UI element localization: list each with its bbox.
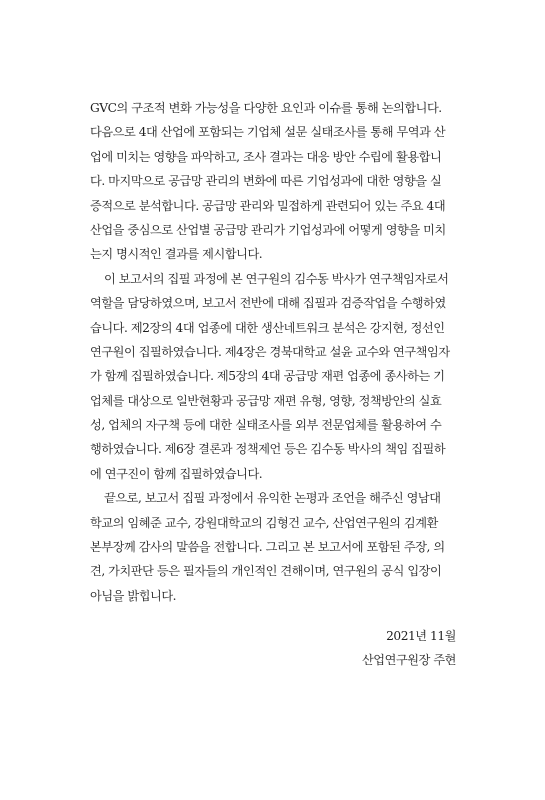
paragraph-line: 산업을 중심으로 산업별 공급망 관리가 기업성과에 어떻게 영향을 미치 [90, 222, 446, 237]
paragraph-line: 는지 명시적인 결과를 제시합니다. [90, 247, 263, 262]
paragraph-line: 역할을 담당하였으며, 보고서 전반에 대해 집필과 검증작업을 수행하였 [90, 296, 446, 311]
paragraph-line: 다음으로 4대 산업에 포함되는 기업체 설문 실태조사를 통해 무역과 산 [90, 125, 446, 140]
paragraph-line: 연구원이 집필하였습니다. 제4장은 경북대학교 설윤 교수와 연구책임자 [90, 344, 450, 359]
paragraph-line: 에 연구진이 함께 집필하였습니다. [90, 466, 263, 481]
paragraph-line: 견, 가치판단 등은 필자들의 개인적인 견해이며, 연구원의 공식 입장이 [90, 564, 442, 579]
paragraph-3 [90, 486, 462, 608]
paragraph-line: 업에 미치는 영향을 파악하고, 조사 결과는 대응 방안 수립에 활용합니 [90, 149, 442, 164]
paragraph-2 [90, 267, 462, 487]
paragraph-line: 끝으로, 보고서 집필 과정에서 유익한 논평과 조언을 해주신 영남대 [104, 491, 441, 506]
paragraph-line: 증적으로 분석합니다. 공급망 관리와 밀접하게 관련되어 있는 주요 4대 [90, 198, 446, 213]
signature-block [362, 624, 456, 672]
paragraph-line: 행하였습니다. 제6장 결론과 정책제언 등은 김수동 박사의 책임 집필하 [90, 442, 446, 457]
paragraph-line: 이 보고서의 집필 과정에 본 연구원의 김수동 박사가 연구책임자로서 [104, 271, 449, 286]
paragraph-line: 가 함께 집필하였습니다. 제5장의 4대 공급망 재편 업종에 종사하는 기 [90, 369, 445, 384]
document-body [90, 96, 462, 608]
paragraph-line: 성, 업체의 자구책 등에 대한 실태조사를 외부 전문업체를 활용하여 수 [90, 418, 442, 433]
paragraph-line: 습니다. 제2장의 4대 업종에 대한 생산네트워크 분석은 강지현, 정선인 [90, 320, 445, 335]
paragraph-line: 아님을 밝힙니다. [90, 588, 177, 603]
document-date: 2021년 11월 [386, 629, 456, 643]
paragraph-line: 다. 마지막으로 공급망 관리의 변화에 따른 기업성과에 대한 영향을 실 [90, 174, 442, 189]
signatory: 산업연구원장 주현 [361, 653, 456, 667]
paragraph-line: 학교의 임혜준 교수, 강원대학교의 김형건 교수, 산업연구원의 김계환 [90, 515, 438, 530]
paragraph-line: 업체를 대상으로 일반현황과 공급망 재편 유형, 영향, 정책방안의 실효 [90, 393, 442, 408]
paragraph-1 [90, 96, 462, 267]
paragraph-line: 본부장께 감사의 말씀을 전합니다. 그리고 본 보고서에 포함된 주장, 의 [90, 540, 445, 555]
paragraph-line: GVC의 구조적 변화 가능성을 다양한 요인과 이슈를 통해 논의합니다. [90, 101, 442, 115]
